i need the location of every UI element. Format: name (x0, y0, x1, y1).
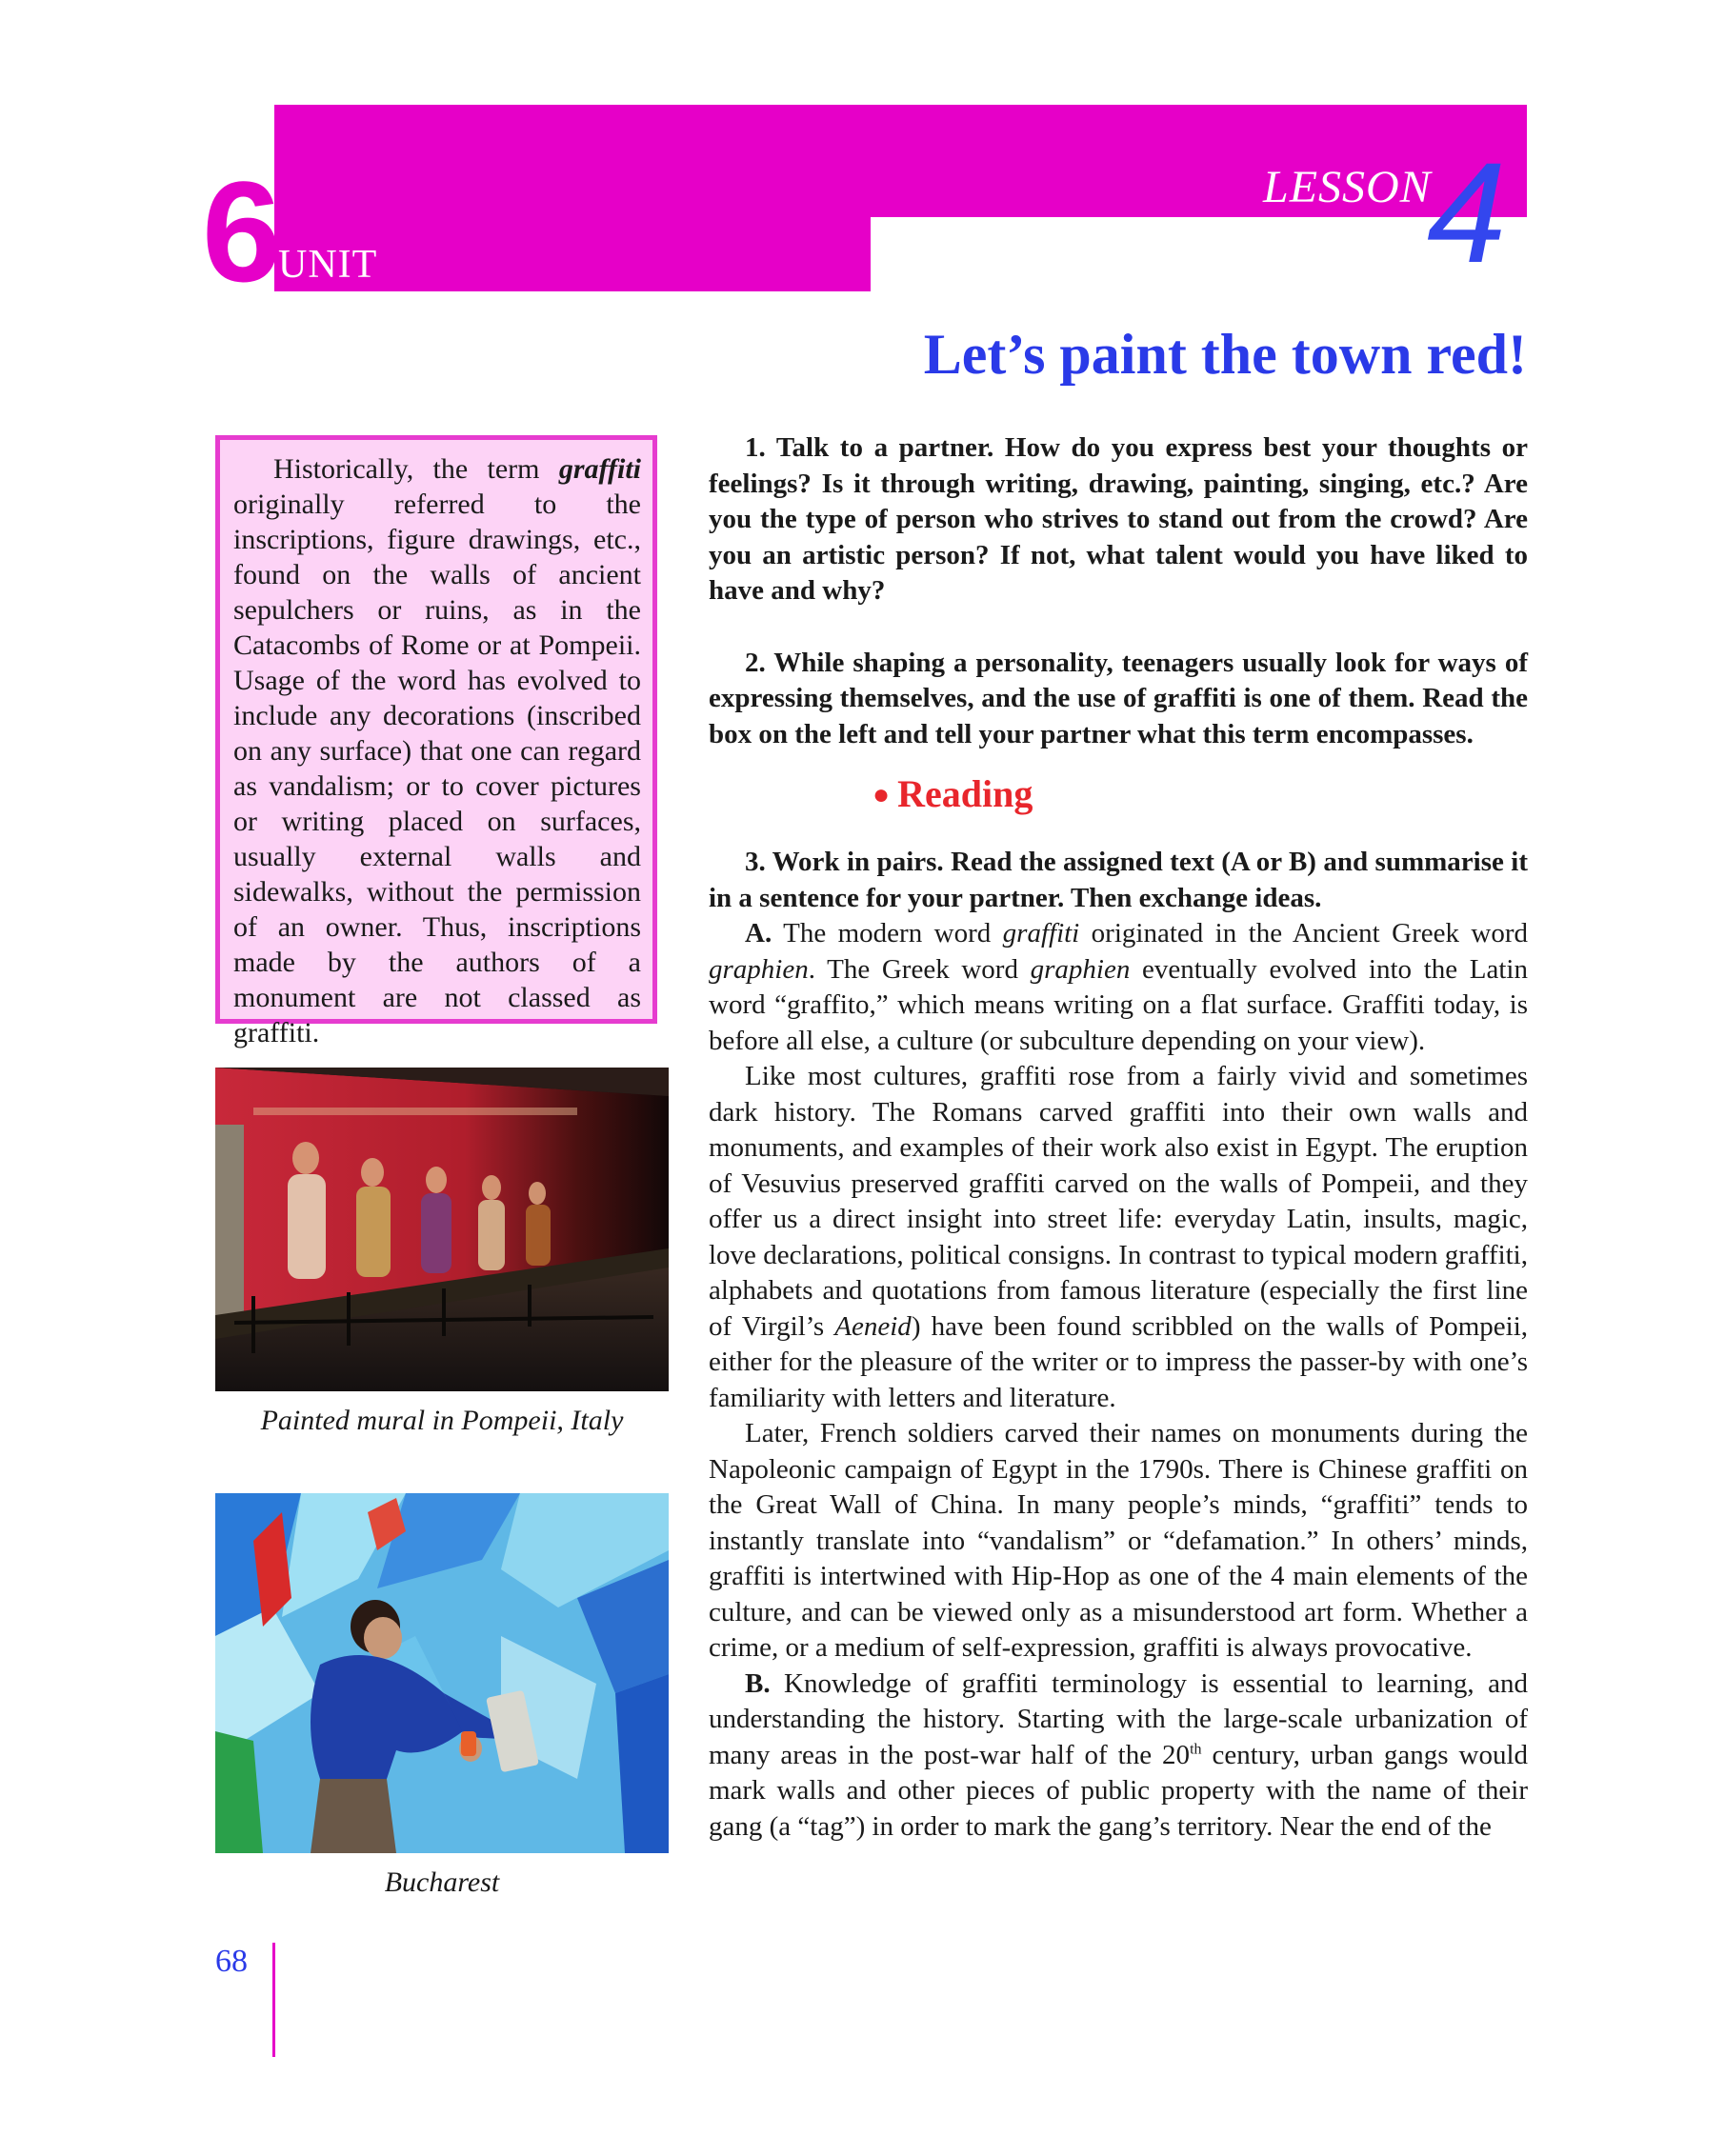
unit-number: 6 (202, 151, 278, 311)
italic-term: graffiti (1002, 918, 1080, 948)
bucharest-graffiti-photo (215, 1493, 669, 1853)
bullet-dot-icon: ● (873, 779, 891, 810)
page-number: 68 (215, 1944, 248, 1979)
unit-label: UNIT (278, 243, 378, 287)
lesson-label: LESSON (1263, 162, 1432, 212)
text-a-paragraph-2 (709, 1059, 1528, 1416)
main-column (709, 430, 1528, 1845)
lesson-number: 4 (1427, 132, 1507, 292)
text-a-label: A. (745, 918, 772, 948)
definition-box (215, 435, 657, 1048)
task-2: 2. While shaping a personality, teenagers usually look for ways of expressing themselves, and the use of graffiti is one of them. Read the box on the left and tell your partner what this term encompasses. (709, 647, 1528, 749)
spacer (709, 609, 1528, 646)
text-b-label: B. (745, 1667, 771, 1699)
italic-title: Aeneid (834, 1310, 912, 1342)
text-span: originated in the Ancient Greek word (1079, 918, 1529, 948)
text-b-paragraph-1 (709, 1667, 1528, 1846)
text-span: The modern word (772, 918, 1003, 948)
footer-rule (272, 1943, 275, 2057)
text-span: . The Greek word (808, 953, 1031, 985)
definition-term: graffiti (558, 453, 641, 485)
text-span: Knowledge of graffiti terminology is essential to learning, and understanding the history. Starting with the large-scale urbanization of many areas in the post-war half of the 20 (709, 1667, 1528, 1770)
superscript: th (1190, 1740, 1202, 1757)
photo-caption-pompeii: Painted mural in Pompeii, Italy (260, 1405, 624, 1436)
page-title: Let’s paint the town red! (923, 323, 1527, 386)
task-3: 3. Work in pairs. Read the assigned text (A or B) and summarise it in a sentence for your partner. Then exchange ideas. (709, 847, 1528, 913)
text-span: century, urban gangs would mark walls and other pieces of public property with the name of their gang (a “tag”) in order to mark the gang’s territory. Near the end of the (709, 1739, 1528, 1842)
photo-caption-bucharest: Bucharest (384, 1867, 500, 1898)
text-a-paragraph-1 (709, 916, 1528, 1059)
text-span: Like most cultures, graffiti rose from a fairly vivid and sometimes dark history. The Romans carved graffiti into their own walls and monuments, and examples of their work also exist in Egypt. The eruption of Vesuvius preserved graffiti carved on the walls of Pompeii, and they offer us a direct insight into street life: everyday Latin, insults, magic, love declarations, political consigns. In contrast to typical modern graffiti, alphabets and quotations from famous literature (especially the first line of Virgil’s (709, 1061, 1528, 1342)
italic-term: graphien (709, 953, 809, 985)
definition-text (233, 451, 641, 1050)
italic-term: graphien (1030, 953, 1131, 985)
section-heading-label: Reading (897, 772, 1033, 815)
text-span: ) have been found scribbled on the walls of Pompeii, either for the pleasure of the writer or to impress the passer-by with one’s familiarity with letters and literature. (709, 1310, 1529, 1413)
definition-body: originally referred to the inscriptions, figure drawings, etc., found on the walls of ancient sepulchers or ruins, as in the Catacombs of Rome or at Pompeii. Usage of the word has evolved to include any decorations (inscribed on any surface) that one can regard as vandalism; or to cover pictures or writing placed on surfaces, usually external walls and sidewalks, without the permission of an owner. Thus, inscriptions made by the authors of a monument are not classed as graffiti. (233, 489, 641, 1048)
task-1: 1. Talk to a partner. How do you express best your thoughts or feelings? Is it through writing, drawing, painting, singing, etc.? Are you the type of person who strives to stand out from the crowd? Are you an artistic person? If not, what talent would you have liked to have and why? (709, 432, 1528, 606)
text-a-paragraph-3: Later, French soldiers carved their names on monuments during the Napoleonic campaign of Egypt in the 1790s. There is Chinese graffiti on the Great Wall of China. In many people’s minds, “graffiti” tends to instantly translate into “vandalism” or “defamation.” In others’ minds, graffiti is intertwined with Hip-Hop as one of the 4 main elements of the culture, and can be viewed only as a misunderstood art form. Whether a crime, or a medium of self-expression, graffiti is always provocative. (709, 1418, 1528, 1663)
definition-intro: Historically, the term (273, 453, 559, 485)
pompeii-mural-photo (215, 1068, 669, 1391)
text-span: eventually evolved into the Latin word “graffito,” which means writing on a flat surface. Graffiti today, is before all else, a culture (or subculture depending on your view). (709, 953, 1528, 1056)
section-heading-reading (709, 771, 1528, 818)
